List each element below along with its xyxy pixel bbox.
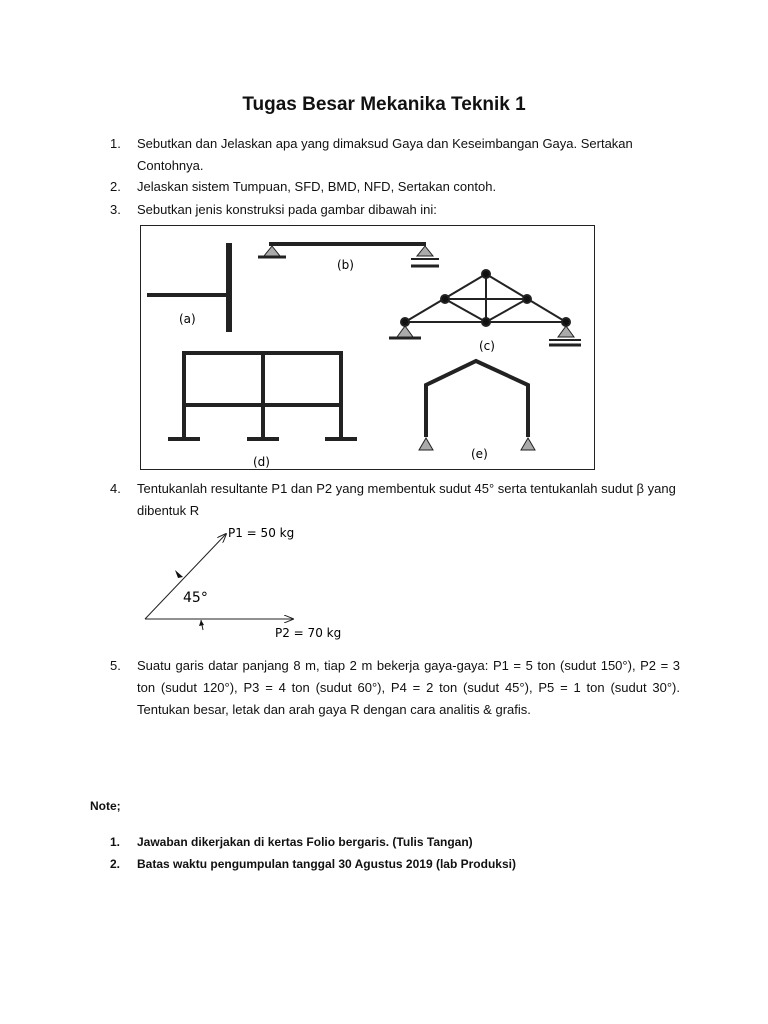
question-3 (110, 199, 680, 221)
p2-label: P2 = 70 kg (275, 626, 342, 640)
vector-diagram (130, 520, 370, 650)
structure-d-frame (168, 351, 357, 439)
p1-vector (145, 534, 226, 619)
note-number: 1. (110, 835, 121, 849)
structures-drawing (141, 226, 596, 471)
question-1 (110, 133, 680, 177)
structures-figure (140, 225, 595, 470)
note-item-2 (110, 854, 670, 874)
note-text: Batas waktu pengumpulan tanggal 30 Agustus 2019 (lab Produksi) (137, 857, 516, 871)
question-text: Suatu garis datar panjang 8 m, tiap 2 m bekerja gaya-gaya: P1 = 5 ton (sudut 150°), P2 = 3 ton (sudut 120°), P3 = 4 ton (sudut 60°), P4 = 2 ton (sudut 45°), P5 = 1 ton (sudut 30°). Tentukan besar, letak dan arah gaya R dengan cara analitis & grafis. (137, 658, 680, 717)
question-5 (110, 655, 680, 721)
structure-c-truss (389, 270, 581, 345)
note-number: 2. (110, 857, 121, 871)
label-d: (d) (253, 455, 270, 469)
page-title: Tugas Besar Mekanika Teknik 1 (242, 94, 526, 115)
question-number: 3. (110, 202, 121, 217)
angle-label: 45° (183, 590, 208, 606)
question-number: 2. (110, 179, 121, 194)
question-4 (110, 478, 680, 522)
question-text: Tentukanlah resultante P1 dan P2 yang membentuk sudut 45° serta tentukanlah sudut β yang dibentuk R (137, 481, 676, 518)
question-number: 5. (110, 658, 121, 673)
structure-e-gable-frame (419, 361, 535, 450)
label-b: (b) (337, 258, 354, 272)
question-text: Jelaskan sistem Tumpuan, SFD, BMD, NFD, Sertakan contoh. (137, 179, 497, 194)
note-item-1 (110, 832, 670, 852)
label-e: (e) (471, 447, 488, 461)
force-vectors (130, 520, 370, 650)
question-text: Sebutkan dan Jelaskan apa yang dimaksud Gaya dan Keseimbangan Gaya. Sertakan Contohnya. (137, 136, 633, 173)
note-text: Jawaban dikerjakan di kertas Folio bergaris. (Tulis Tangan) (137, 835, 473, 849)
label-a: (a) (179, 312, 196, 326)
question-number: 1. (110, 136, 121, 151)
question-2 (110, 176, 680, 198)
question-number: 4. (110, 481, 121, 496)
note-heading: Note; (90, 799, 121, 813)
label-c: (c) (479, 339, 495, 353)
p1-label: P1 = 50 kg (228, 526, 295, 540)
question-text: Sebutkan jenis konstruksi pada gambar dibawah ini: (137, 202, 437, 217)
